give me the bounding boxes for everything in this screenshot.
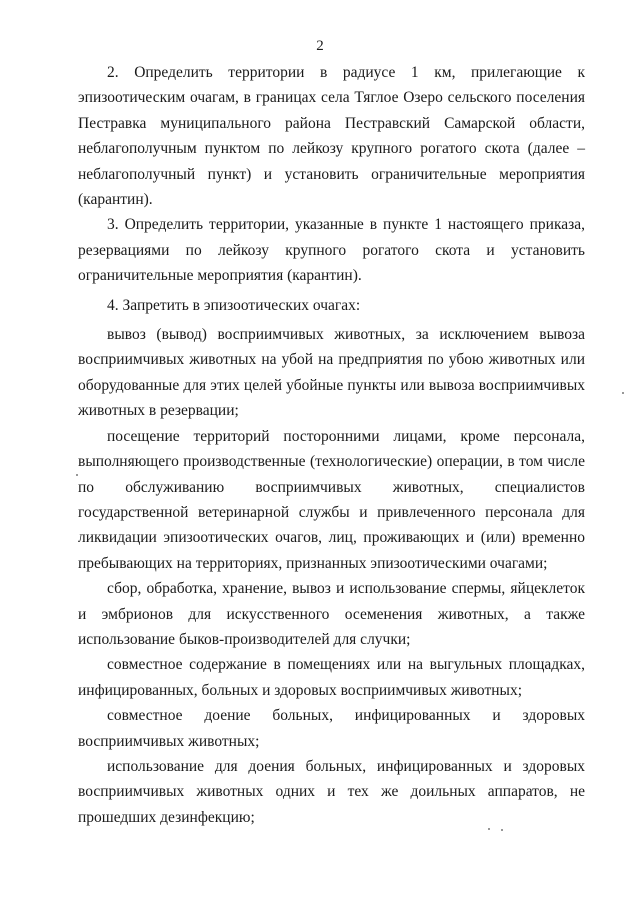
- scan-speck: [488, 828, 490, 830]
- paragraph-prohibition-removal: вывоз (вывод) восприимчивых животных, за исключением вывоза восприимчивых животных на убой на предприятия по убою животных или оборудованные для этих целей убойные пункты или вывоза восприимчивых животных в резервации;: [78, 326, 585, 420]
- paragraph-item-2: 2. Определить территории в радиусе 1 км, прилегающие к эпизоотическим очагам, в границах села Тяглое Озеро сельского поселения Пестравка муниципального района Пестравский Самарской области, неблагополучным пунктом по лейкозу крупного рогатого скота (далее – неблагополучный пункт) и установить ограничительные мероприятия (карантин).: [78, 64, 585, 209]
- scan-speck: [76, 474, 78, 476]
- scan-speck: [622, 392, 624, 394]
- paragraph-prohibition-semen: сбор, обработка, хранение, вывоз и использование спермы, яйцеклеток и эмбрионов для искусственного осеменения животных, а также использование быков-производителей для случки;: [78, 580, 585, 648]
- document-body: [78, 60, 585, 830]
- page-number: 2: [316, 38, 324, 54]
- paragraph-item-3: 3. Определить территории, указанные в пункте 1 настоящего приказа, резервациями по лейкозу крупного рогатого скота и установить ограничительные мероприятия (карантин).: [78, 216, 585, 285]
- scan-speck: [501, 829, 503, 831]
- paragraph-item-4: 4. Запретить в эпизоотических очагах:: [107, 296, 361, 314]
- paragraph-prohibition-visits: посещение территорий посторонними лицами, кроме персонала, выполняющего производственные (технологические) операции, в том числе по обслуживанию восприимчивых животных, специалистов государственной ветеринарной службы и привлеченного персонала для ликвидации эпизоотических очагов, лиц, проживающих и (или) временно пребывающих на территориях, признанных эпизоотическими очагами;: [78, 427, 585, 572]
- paragraph-prohibition-milking-equipment: использование для доения больных, инфицированных и здоровых восприимчивых животных одних и тех же доильных аппаратов, не прошедших дезинфекцию;: [78, 757, 585, 826]
- paragraph-prohibition-joint-keeping: совместное содержание в помещениях или на выгульных площадках, инфицированных, больных и здоровых восприимчивых животных;: [78, 656, 585, 699]
- paragraph-prohibition-joint-milking: совместное доение больных, инфицированных и здоровых восприимчивых животных;: [78, 707, 585, 750]
